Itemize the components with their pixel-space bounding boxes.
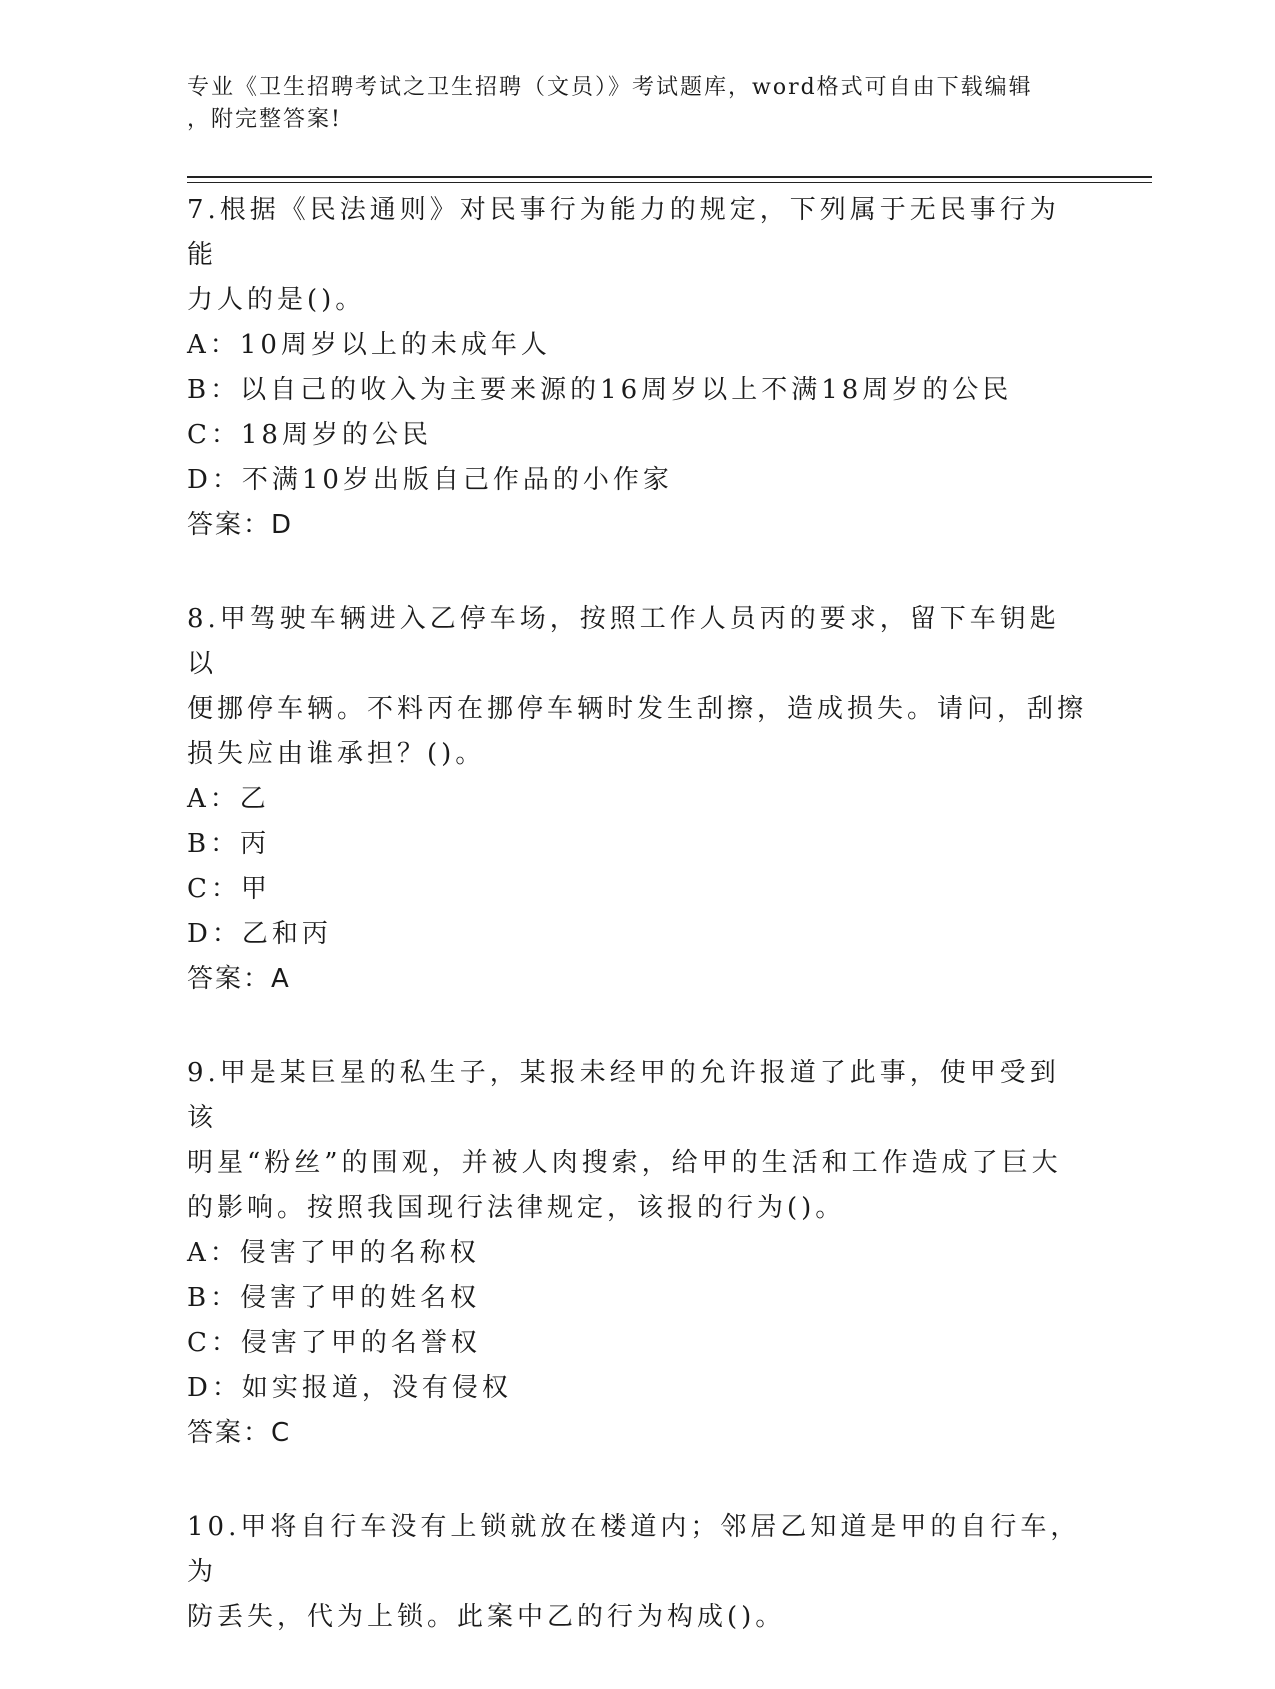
answer-option: B：侵害了甲的姓名权 bbox=[187, 1283, 481, 1313]
question-block bbox=[187, 188, 1087, 548]
answer-option: D：如实报道，没有侵权 bbox=[187, 1373, 512, 1403]
answer-option: B：以自己的收入为主要来源的16周岁以上不满18周岁的公民 bbox=[187, 375, 1013, 405]
answer-option: A：10周岁以上的未成年人 bbox=[187, 330, 551, 360]
question-stem bbox=[187, 1505, 1087, 1640]
answer-key: 答案：C bbox=[187, 1418, 292, 1448]
question-stem-line: 的影响。按照我国现行法律规定，该报的行为()。 bbox=[187, 1193, 846, 1223]
answer-option: C：侵害了甲的名誉权 bbox=[187, 1328, 481, 1358]
question-stem-line: 8.甲驾驶车辆进入乙停车场，按照工作人员丙的要求，留下车钥匙以 bbox=[187, 604, 1060, 679]
answer-option: D：不满10岁出版自己作品的小作家 bbox=[187, 465, 673, 495]
question-stem-line: 便挪停车辆。不料丙在挪停车辆时发生刮擦，造成损失。请问，刮擦 bbox=[187, 694, 1088, 724]
question-stem-line: 7.根据《民法通则》对民事行为能力的规定，下列属于无民事行为能 bbox=[187, 195, 1060, 270]
answer-option: A：侵害了甲的名称权 bbox=[187, 1238, 480, 1268]
question-stem bbox=[187, 597, 1087, 777]
question-stem-line: 9.甲是某巨星的私生子，某报未经甲的允许报道了此事，使甲受到该 bbox=[187, 1058, 1060, 1133]
question-stem-line: 防丢失，代为上锁。此案中乙的行为构成()。 bbox=[187, 1602, 786, 1632]
answer-option: D：乙和丙 bbox=[187, 919, 332, 949]
question-stem bbox=[187, 188, 1087, 323]
question-stem bbox=[187, 1051, 1087, 1231]
header-divider-thin bbox=[187, 182, 1152, 183]
document-header bbox=[187, 72, 1067, 136]
question-block bbox=[187, 597, 1087, 1002]
header-divider-thick bbox=[187, 176, 1152, 178]
header-line-2: ，附完整答案! bbox=[187, 107, 342, 132]
question-list bbox=[187, 188, 1087, 1689]
question-stem-line: 损失应由谁承担？()。 bbox=[187, 739, 486, 769]
question-block bbox=[187, 1051, 1087, 1456]
question-block bbox=[187, 1505, 1087, 1640]
question-stem-line: 力人的是()。 bbox=[187, 285, 366, 315]
answer-key: 答案：D bbox=[187, 510, 294, 540]
answer-option: C：18周岁的公民 bbox=[187, 420, 432, 450]
question-stem-line: 10.甲将自行车没有上锁就放在楼道内；邻居乙知道是甲的自行车，为 bbox=[187, 1512, 1081, 1587]
answer-option: B：丙 bbox=[187, 829, 271, 859]
answer-key: 答案：A bbox=[187, 964, 291, 994]
answer-option: A：乙 bbox=[187, 784, 270, 814]
question-stem-line: 明星“粉丝”的围观，并被人肉搜索，给甲的生活和工作造成了巨大 bbox=[187, 1148, 1062, 1178]
header-line-1: 专业《卫生招聘考试之卫生招聘（文员）》考试题库，word格式可自由下载编辑 bbox=[187, 75, 1033, 100]
answer-option: C：甲 bbox=[187, 874, 271, 904]
